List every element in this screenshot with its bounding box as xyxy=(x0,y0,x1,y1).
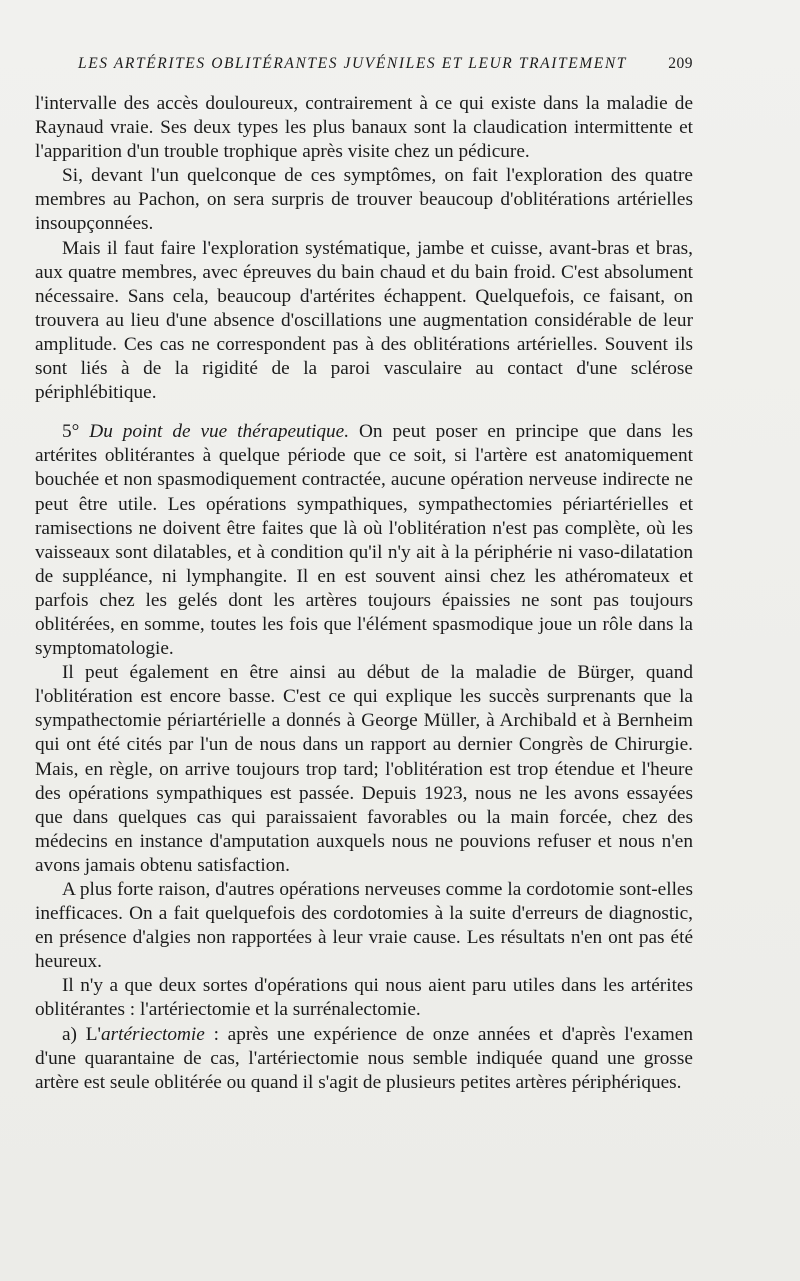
paragraph xyxy=(35,878,693,974)
paragraph xyxy=(35,661,693,878)
paragraph-text: Il peut également en être ainsi au début de la maladie de Bürger, quand l'oblitération est encore basse. C'est ce qui explique les succès surprenants que la sympathectomie périartérielle a donnés à George Müller, à Archibald et à Bernheim qui ont été cités par l'un de nous dans un rapport au dernier Congrès de Chirurgie. Mais, en règle, on arrive toujours trop tard; l'oblitération est trop étendue et l'heure des opérations sympathiques est passée. Depuis 1923, nous ne les avons essayées que dans quelques cas qui paraissaient favorables ou la main forcée, chez des médecins en instance d'amputation auxquels nous ne pouvions refuser et nous n'en avons jamais obtenu satisfaction. xyxy=(35,662,693,876)
paragraph xyxy=(35,974,693,1022)
paragraph-text: Il n'y a que deux sortes d'opérations qui nous aient paru utiles dans les artérites oblitérantes : l'artériectomie et la surrénalectomie. xyxy=(35,975,693,1021)
paragraph-text: On peut poser en principe que dans les artérites oblitérantes à quelque période que ce soit, si l'artère est anatomiquement bouchée et non spasmodiquement contractée, aucune opération nerveuse indirecte ne peut être utile. Les opérations sympathiques, sympathectomies périartérielles et ramisections ne doivent être faites que là où l'oblitération n'est pas complète, où les vaisseaux sont dilatables, et à condition qu'il n'y ait à la périphérie ni vaso-dilatation de suppléance, ni lymphangite. Il en est souvent ainsi chez les athéromateux et parfois chez les gelés dont les artères toujours épaissies ne sont pas toujours oblitérées, en somme, toutes les fois que l'élément spasmodique joue un rôle dans la symptomatologie. xyxy=(35,421,694,660)
body-text xyxy=(35,92,693,1095)
paragraph-text: Mais il faut faire l'exploration systématique, jambe et cuisse, avant-bras et bras, aux quatre membres, avec épreuves du bain chaud et du bain froid. C'est absolument nécessaire. Sans cela, beaucoup d'artérites échappent. Quelquefois, ce faisant, on trouvera au lieu d'une absence d'oscillations une augmentation considérable de leur amplitude. Ces cas ne correspondent pas à des oblitérations artérielles. Souvent ils sont liés à de la rigidité de la paroi vasculaire au contact d'une sclérose périphlébitique. xyxy=(35,237,693,404)
paragraph-text: l'intervalle des accès douloureux, contrairement à ce qui existe dans la maladie de Raynaud vraie. Ses deux types les plus banaux sont la claudication intermittente et l'apparition d'un trouble trophique après visite chez un pédicure. xyxy=(35,93,693,163)
section-heading: Du point de vue thérapeutique. xyxy=(89,421,350,443)
paragraph xyxy=(35,164,693,236)
page-number: 209 xyxy=(668,55,693,72)
section-paragraph xyxy=(35,420,693,661)
paragraph-text: Si, devant l'un quelconque de ces symptômes, on fait l'exploration des quatre membres au Pachon, on sera surpris de trouver beaucoup d'oblitérations artérielles insoupçonnées. xyxy=(35,165,693,235)
running-header xyxy=(78,55,693,79)
paragraph xyxy=(35,237,693,406)
section-number: 5° xyxy=(62,421,90,443)
header-title: LES ARTÉRITES OBLITÉRANTES JUVÉNILES ET LEUR TRAITEMENT xyxy=(78,55,627,72)
subsection-heading: artériectomie xyxy=(100,1023,205,1045)
paragraph-text: A plus forte raison, d'autres opérations nerveuses comme la cordotomie sont-elles inefficaces. On a fait quelquefois des cordotomies à la suite d'erreurs de diagnostic, en présence d'algies non rapportées à leur vraie cause. Les résultats n'en ont pas été heureux. xyxy=(35,879,693,973)
subsection-paragraph xyxy=(35,1023,693,1095)
paragraph-continuation xyxy=(35,92,693,164)
subsection-label: a) L' xyxy=(62,1023,101,1045)
paragraph-text: : après une expérience de onze années et d'après l'examen d'une quarantaine de cas, l'artériectomie nous semble indiquée quand une grosse artère est seule oblitérée ou quand il s'agit de plusieurs petites artères périphériques. xyxy=(35,1023,693,1093)
